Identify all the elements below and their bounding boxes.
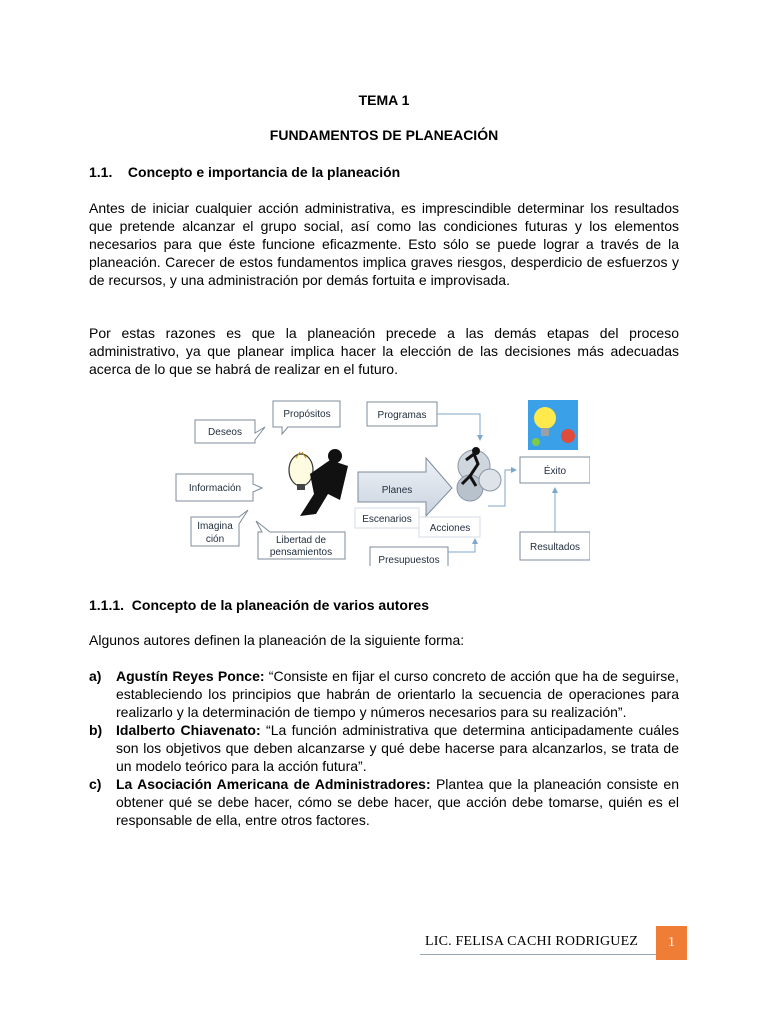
exito-label: Éxito <box>543 466 567 477</box>
programas-box <box>367 402 437 426</box>
programas-label: Programas <box>377 410 427 421</box>
resultados-box <box>520 532 590 560</box>
author-name: Idalberto Chiavenato: <box>116 722 261 738</box>
section-heading-1-1-1: 1.1.1. Concepto de la planeación de varios autores <box>89 597 429 613</box>
author-definition: “La función administrativa que determina anticipadamente cuáles son los objetivos que deben alcanzarse y qué debe hacerse para alcanzarlos, se trata de un modelo teórico para la acción futura”. <box>116 722 679 774</box>
propositos-label: Propósitos <box>283 409 331 420</box>
exito-box <box>520 457 590 483</box>
list-marker: c) <box>89 776 102 792</box>
acciones-box <box>419 517 480 537</box>
page-number-badge: 1 <box>656 926 687 960</box>
lightbulb-icon <box>528 400 578 450</box>
author-name: La Asociación Americana de Administradores: <box>116 776 431 792</box>
acciones-label: Acciones <box>429 523 471 534</box>
author-name: Agustín Reyes Ponce: <box>116 668 265 684</box>
paragraph-precede: Por estas razones es que la planeación precede a las demás etapas del proceso administrativo, ya que planear implica hacer la elección de las decisiones más adecuadas acerca de lo que se habrá de realizar en el futuro. <box>89 325 679 377</box>
author-definition: Plantea que la planeación consiste en obtener qué se debe hacer, cómo se debe hacer, que acción debe tomarse, quién es el responsable de ella, entre otros factores. <box>116 776 679 828</box>
author-definition: “Consiste en fijar el curso concreto de acción que ha de seguirse, estableciendo los principios que habrán de orientarlo la secuencia de operaciones para realizarlo y la determinación de tiempo y números necesarios para su realización”. <box>116 668 679 720</box>
author-item-a <box>89 667 679 721</box>
libertad-box <box>256 521 345 559</box>
section-heading-1-1: 1.1. Concepto e importancia de la planeación <box>89 164 401 180</box>
presupuestos-box <box>370 547 448 566</box>
planes-arrow <box>358 458 452 516</box>
list-marker: b) <box>89 722 103 738</box>
deseos-label: Deseos <box>208 427 242 438</box>
imaginacion-box <box>191 510 248 546</box>
informacion-box <box>176 474 262 501</box>
imaginacion-label-1: Imagina <box>197 521 233 532</box>
presupuestos-label: Presupuestos <box>378 555 440 566</box>
tema-label: TEMA 1 <box>358 92 410 108</box>
planes-label: Planes <box>381 485 413 496</box>
thinker-figure-icon <box>289 449 348 516</box>
libertad-label-1: Libertad de <box>275 535 327 546</box>
imaginacion-label-2: ción <box>205 534 225 545</box>
resultados-label: Resultados <box>529 542 581 553</box>
footer-divider <box>420 954 656 955</box>
page-title: FUNDAMENTOS DE PLANEACIÓN <box>269 127 499 143</box>
authors-list <box>89 667 679 829</box>
deseos-box <box>195 420 265 443</box>
planning-diagram <box>170 396 590 566</box>
paragraph-authors-intro: Algunos autores definen la planeación de la siguiente forma: <box>89 632 465 648</box>
author-item-c <box>89 775 679 829</box>
author-item-b <box>89 721 679 775</box>
escenarios-box <box>355 508 419 528</box>
libertad-label-2: pensamientos <box>269 547 333 558</box>
informacion-label: Información <box>188 483 242 494</box>
escenarios-label: Escenarios <box>362 514 412 525</box>
list-marker: a) <box>89 668 102 684</box>
footer-author: LIC. FELISA CACHI RODRIGUEZ <box>425 934 639 949</box>
paragraph-intro: Antes de iniciar cualquier acción administrativa, es imprescindible determinar los resultados que pretende alcanzar el grupo social, así como las condiciones futuras y los elementos necesarios para que éste funcione eficazmente. Esto sólo se puede lograr a través de la planeación. Carecer de estos fundamentos implica graves riesgos, desperdicio de esfuerzos y de recursos, y una administración por demás fortuita e improvisada. <box>89 200 679 288</box>
propositos-box <box>273 401 340 434</box>
gears-icon <box>457 447 501 501</box>
